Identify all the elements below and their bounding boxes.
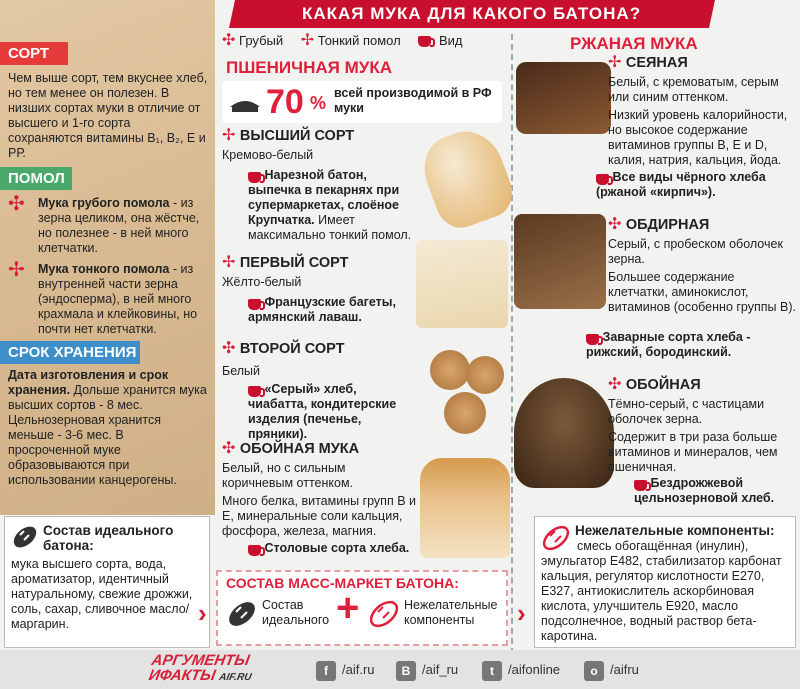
cup-icon bbox=[586, 334, 599, 345]
sort-tag: СОРТ bbox=[0, 42, 68, 65]
rye-wholegrain-image bbox=[514, 378, 614, 488]
cup-icon bbox=[248, 386, 261, 397]
wheat-grade-name: ОБОЙНАЯ МУКА bbox=[239, 441, 360, 457]
facebook-icon: f bbox=[316, 661, 336, 681]
unwanted-title: Нежелательные компоненты: bbox=[575, 523, 775, 538]
page-title: КАКАЯ МУКА ДЛЯ КАКОГО БАТОНА? bbox=[229, 0, 715, 28]
coarse-mill-icon: ✣ bbox=[222, 32, 236, 49]
odnoklassniki-icon: o bbox=[584, 661, 604, 681]
wheat-grade-use: Французские багеты, армянский лаваш. bbox=[248, 295, 396, 324]
rye-grade-use: Заварные сорта хлеба - рижский, бородинский. bbox=[586, 330, 751, 359]
footer bbox=[0, 650, 800, 689]
grind-fine-title: Мука тонкого помола bbox=[38, 262, 170, 276]
coarse-mill-icon: ✣ bbox=[8, 193, 25, 215]
wheat-grade-note: Имеет максимально тонкий помол. bbox=[248, 213, 412, 242]
rye-grade-color: Белый, с кремоватым, серым или синим оттенком. bbox=[608, 75, 779, 104]
rye-grade-extra: Низкий уровень калорийности, но высокое содержание витаминов группы В, Е и D, калия, натрия, кальция, йода. bbox=[608, 108, 788, 167]
mass-market-box bbox=[216, 570, 508, 646]
ideal-composition-box bbox=[4, 516, 210, 648]
rye-grade-name: СЕЯНАЯ bbox=[625, 55, 688, 71]
cookies-image bbox=[430, 350, 508, 438]
chevron-right-icon: › bbox=[198, 598, 207, 628]
rye-grade-name: ОБДИРНАЯ bbox=[625, 217, 710, 233]
grind-coarse-desc: - из зерна целиком, она жёстче, но полезнее - в ней много клетчатки. bbox=[38, 196, 200, 255]
wheat-bread-image bbox=[415, 121, 520, 234]
cup-icon bbox=[248, 299, 261, 310]
rye-sliced-image bbox=[514, 214, 606, 309]
mass-title: СОСТАВ МАСС-МАРКЕТ БАТОНА: bbox=[226, 575, 459, 591]
legend bbox=[222, 33, 512, 51]
mass-left-label: Состав идеального bbox=[262, 598, 330, 627]
wheat-grade-color: Жёлто-белый bbox=[222, 275, 302, 289]
aif-logo bbox=[147, 653, 283, 687]
fine-mill-icon: ✢ bbox=[608, 54, 622, 71]
wheat-grade-name: ПЕРВЫЙ СОРТ bbox=[239, 255, 349, 271]
logo-bottom: ИФАКТЫ bbox=[147, 667, 217, 684]
legend-type: Вид bbox=[438, 33, 463, 48]
rye-grade-extra: Большее содержание клетчатки, аминокислот, витаминов (особенно группы В). bbox=[608, 270, 796, 314]
chevron-right-icon: › bbox=[517, 598, 526, 628]
sort-text: Чем выше сорт, тем вкуснее хлеб, но тем менее он полезен. В низших сортах муки в отличие от высшего и 1-го сорта сохраняются витамины В₁, В₂, Е и РР. bbox=[8, 71, 208, 160]
storage-title: Дата изготовления и срок хранения. bbox=[8, 368, 169, 397]
ideal-title: Состав идеального батона: bbox=[43, 523, 174, 553]
grind-fine bbox=[8, 259, 213, 337]
twitter-icon: t bbox=[482, 661, 502, 681]
wheat-grade-name: ВТОРОЙ СОРТ bbox=[239, 341, 345, 357]
coarse-mill-icon: ✣ bbox=[608, 216, 622, 233]
ideal-text: мука высшего сорта, вода, ароматизатор, идентичный натуральному, свежие дрожжи, соль, сахар, сливочное масло/маргарин. bbox=[11, 557, 193, 631]
wheat-grade-name: ВЫСШИЙ СОРТ bbox=[239, 128, 355, 144]
unwanted-text: смесь обогащённая (инулин), эмульгатор Е482, стабилизатор карбонат кальция, регулятор кислотности Е270, Е327, антиокислитель аскорбиновая кислота, улучшитель Е920, масло подсолнечное, водный раствор бета-каротина. bbox=[541, 539, 782, 643]
coarse-mill-icon: ✣ bbox=[222, 440, 236, 457]
grind-tag: ПОМОЛ bbox=[0, 167, 72, 190]
coarse-mill-icon: ✣ bbox=[608, 376, 622, 393]
rye-grade-peeled-use bbox=[560, 330, 795, 360]
rye-grade-use: Все виды чёрного хлеба (ржаной «кирпич»). bbox=[596, 170, 766, 199]
legend-fine: Тонкий помол bbox=[317, 33, 401, 48]
vk-icon: В bbox=[396, 661, 416, 681]
fine-mill-icon: ✢ bbox=[222, 254, 236, 271]
wheat-grade-second bbox=[222, 340, 412, 442]
wheat-percent-text: всей производимой в РФ муки bbox=[334, 86, 492, 115]
odnoklassniki-link[interactable]: o /aifru bbox=[584, 659, 639, 681]
logo-site: AIF.RU bbox=[218, 672, 253, 683]
mass-right-label: Нежелательные компоненты bbox=[404, 598, 498, 627]
cup-icon bbox=[248, 172, 261, 183]
legend-coarse: Грубый bbox=[239, 33, 284, 48]
wheat-grade-color: Белый bbox=[222, 364, 261, 378]
flour-scoop-icon bbox=[228, 87, 262, 115]
facebook-link[interactable]: f /aif.ru bbox=[316, 659, 375, 681]
bread-icon bbox=[368, 598, 400, 630]
wheat-grade-top bbox=[222, 127, 412, 243]
wheat-percent-sign: % bbox=[310, 93, 327, 113]
cup-icon bbox=[634, 480, 647, 491]
coarse-mill-icon: ✣ bbox=[222, 340, 236, 357]
wheat-grade-wallpaper bbox=[222, 440, 417, 556]
wheat-loaf-image bbox=[420, 458, 510, 558]
wheat-grade-use: Нарезной батон, выпечка в пекарнях при супермаркетах, слоёное Крупчатка. bbox=[248, 168, 400, 227]
rye-grade-name: ОБОЙНАЯ bbox=[625, 377, 701, 393]
fine-mill-icon: ✢ bbox=[8, 259, 25, 281]
wheat-percent-block bbox=[222, 81, 502, 123]
wheat-grade-use: «Серый» хлеб, чиабатта, кондитерские изделия (печенье, пряники). bbox=[248, 382, 397, 441]
rye-grade-color: Тёмно-серый, с частицами оболочек зерна. bbox=[608, 397, 765, 426]
cup-icon bbox=[418, 36, 431, 47]
storage-text bbox=[8, 368, 208, 488]
rye-grade-sifted bbox=[608, 54, 796, 168]
rye-grade-wallpaper-use bbox=[608, 476, 796, 506]
rye-grade-extra: Содержит в три раза больше витаминов и минералов, чем пшеничная. bbox=[608, 430, 778, 474]
fine-mill-icon: ✢ bbox=[222, 127, 236, 144]
wheat-grade-color: Белый, но с сильным коричневым оттенком. bbox=[222, 461, 354, 490]
rye-header: РЖАНАЯ МУКА bbox=[570, 34, 698, 53]
unwanted-components-box bbox=[534, 516, 796, 648]
grind-fine-desc: - из внутренней части зерна (эндосперма), в ней много крахмала и клейковины, но почти нет клетчатки. bbox=[38, 262, 198, 336]
wheat-header: ПШЕНИЧНАЯ МУКА bbox=[226, 58, 392, 77]
fine-mill-icon: ✢ bbox=[300, 32, 315, 49]
wheat-percent-value: 70 bbox=[266, 83, 304, 121]
rye-brick-image bbox=[516, 62, 611, 134]
grind-coarse bbox=[8, 193, 213, 256]
storage-desc: Дольше хранится мука высших сортов - 8 мес. Цельнозерновая хранится меньше - 3-6 мес. В просроченной муке образовываются при использовании канцерогены. bbox=[8, 383, 207, 487]
rye-grade-sifted-use bbox=[570, 170, 795, 200]
storage-tag: СРОК ХРАНЕНИЯ bbox=[0, 341, 140, 364]
lavash-image bbox=[416, 240, 508, 328]
wheat-grade-use: Столовые сорта хлеба. bbox=[264, 541, 410, 555]
column-divider bbox=[511, 34, 513, 654]
plus-icon: + bbox=[336, 586, 360, 630]
bread-icon bbox=[11, 523, 39, 551]
bread-icon bbox=[226, 598, 258, 630]
twitter-link[interactable]: t /aifonline bbox=[482, 659, 560, 681]
grind-coarse-title: Мука грубого помола bbox=[38, 196, 170, 210]
rye-grade-wallpaper bbox=[608, 376, 796, 475]
wheat-grade-color: Кремово-белый bbox=[222, 148, 314, 162]
wheat-grade-extra: Много белка, витамины групп В и Е, минеральные соли кальция, фосфора, железа, магния. bbox=[222, 494, 416, 538]
vk-link[interactable]: В /aif_ru bbox=[396, 659, 458, 681]
wheat-grade-first bbox=[222, 254, 412, 325]
cup-icon bbox=[248, 545, 261, 556]
cup-icon bbox=[596, 174, 609, 185]
rye-grade-color: Серый, с пробеском оболочек зерна. bbox=[608, 237, 783, 266]
logo-top: АРГУМЕНТЫ bbox=[150, 652, 251, 669]
rye-grade-peeled bbox=[608, 216, 796, 315]
rye-grade-use: Бездрожжевой цельнозерновой хлеб. bbox=[634, 476, 775, 505]
